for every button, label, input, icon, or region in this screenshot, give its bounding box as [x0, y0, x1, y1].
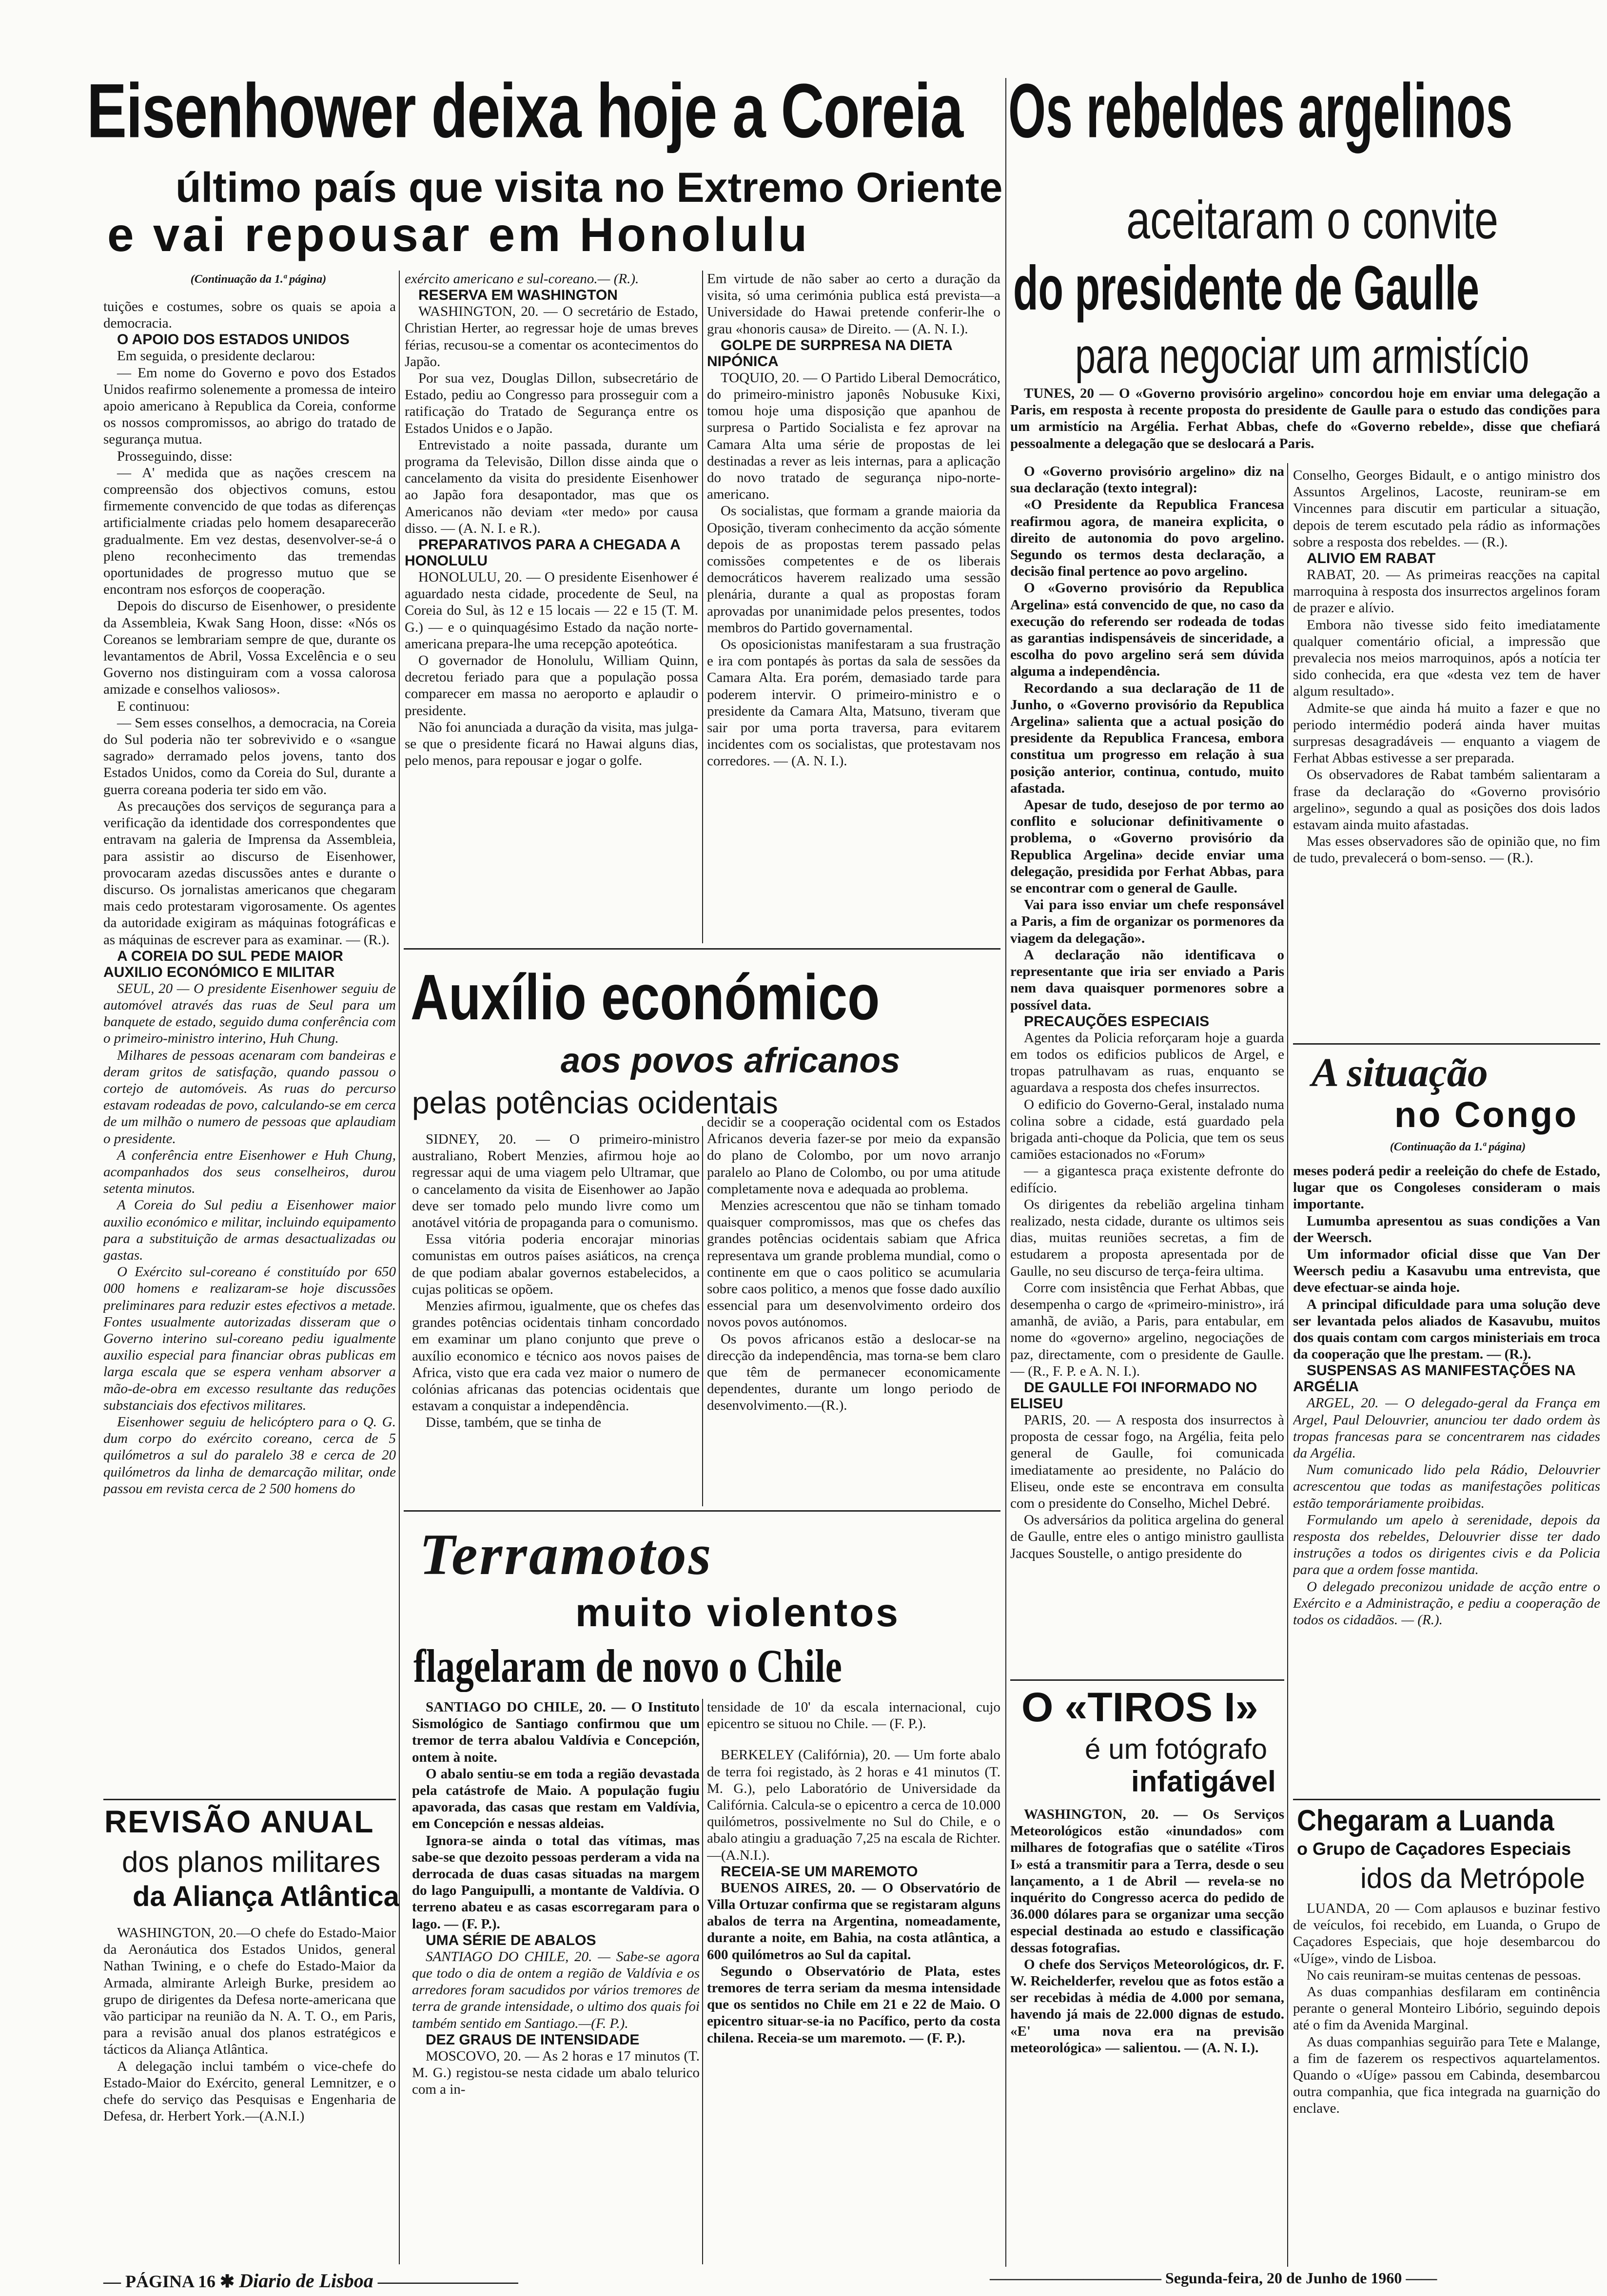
paragraph: O abalo sentiu-se em toda a região devastada pela catástrofe de Maio. A população fugiu apavorada, das casas que restam em Valdívia, em Concepción e nessas aldeias. — [412, 1766, 700, 1832]
headline-argelinos-line3: do presidente de Gaulle — [1013, 253, 1479, 323]
subheading: SUSPENSAS AS MANIFESTAÇÕES NA ARGÉLIA — [1293, 1362, 1575, 1395]
paragraph: Admite-se que ainda há muito a fazer e que no periodo intermédio poderá ainda haver muitas surpresas desagradáveis — enquanto a viagem de Ferhat Abbas estivesse a ser preparada. — [1293, 700, 1600, 766]
footer-date: ——————————— Segunda-feira, 20 de Junho de 1960 —— — [990, 2269, 1437, 2287]
paragraph: WASHINGTON, 20. — O secretário de Estado, Christian Herter, ao regressar hoje de umas breves férias, recusou-se a comentar os acontecimentos do Japão. — [405, 304, 698, 370]
terramotos-left — [412, 1699, 700, 2264]
paragraph: PARIS, 20. — A resposta dos insurrectos à proposta de cessar fogo, na Argélia, feita pelo general de Gaulle, foi comunicada imediatamente ao presidente, no Palácio do Eliseu, onde este se encontrava em consulta com o presidente do Conselho, Michel Debré. — [1010, 1412, 1284, 1511]
headline-eisenhower-line3: e vai repousar em Honolulu — [107, 208, 810, 261]
paper-name: Diario de Lisboa — [239, 2270, 373, 2292]
subheading: RESERVA EM WASHINGTON — [418, 287, 618, 304]
paragraph: RABAT, 20. — As primeiras reacções na capital marroquina à resposta dos insurrectos argelinos foram de prazer e alívio. — [1293, 567, 1600, 616]
paragraph: A declaração não identificava o representante que iria ser enviado a Paris nem dava quaisquer pormenores sobre a possível data. — [1010, 947, 1284, 1013]
paragraph: SANTIAGO DO CHILE, 20. — Sabe-se agora que todo o dia de ontem a região de Valdívia e os arredores foram sacudidos por vários tremores de terra de grande intensidade, o ultimo dos quais foi também sentido em Santiago.—(F. P.). — [412, 1948, 700, 2031]
auxilio-right — [707, 1114, 1000, 1504]
paragraph: Eisenhower seguiu de helicóptero para o Q. G. dum corpo do exército coreano, cerca de 5 quilómetros a sul do paralelo 38 e cerca de 20 quilómetros da linha de demarcação militar, onde passou em revista cerca de 2 500 homens do — [103, 1414, 396, 1497]
paragraph: tensidade de 10' da escala internacional, cujo epicentro se situou no Chile. — (F. P.). — [707, 1699, 1000, 1732]
paragraph: Essa vitória poderia encorajar minorias comunistas em outros países asiáticos, na crença de que podiam abalar governos estabelecidos, a cujas politicas se opõem. — [412, 1231, 700, 1297]
column-rule — [399, 271, 400, 2264]
footer-page: — PÁGINA 16 ✱ Diario de Lisboa ———————— — [103, 2270, 518, 2292]
revisao-body — [103, 1925, 396, 2266]
continuation-note: (Continuação da 1.ª página) — [190, 273, 327, 286]
paragraph: Disse, também, que se tinha de — [426, 1415, 601, 1431]
paragraph: Por sua vez, Douglas Dillon, subsecretário de Estado, pediu ao Congresso para prosseguir com a ratificação do Tratado de Segurança entre os Estados Unidos e o Japão. — [405, 370, 698, 436]
subheading: PREPARATIVOS PARA A CHEGADA A HONOLULU — [405, 537, 680, 569]
column-5 — [1293, 467, 1600, 1042]
column-2 — [405, 271, 698, 929]
revisao-line2: dos planos militares — [122, 1846, 381, 1878]
paragraph: A conferência entre Eisenhower e Huh Chung, acompanhados dos seus conselheiros, durou setenta minutos. — [103, 1147, 396, 1197]
divider — [1010, 1679, 1284, 1681]
paragraph: Depois do discurso de Eisenhower, o presidente da Assembleia, Kwak Sang Hoon, disse: «Nós os Coreanos se lembrariam sempre de que, durante os levantamentos de Abril, Vossa Excelência e o seu Governo nos distinguiram com a vossa calorosa amizade e conselhos valiosos». — [103, 598, 396, 698]
terramotos-line3: flagelaram de novo o Chile — [413, 1640, 842, 1692]
paragraph: «O Presidente da Republica Francesa reafirmou agora, de maneira explicita, o direito de autonomia do povo argelino. Segundo os termos desta declaração, a decisão final pertence ao povo argelino. — [1010, 497, 1284, 580]
divider — [404, 948, 1000, 950]
paragraph: Vai para isso enviar um chefe responsável a Paris, a fim de organizar os pormenores da viagem da delegação». — [1010, 897, 1284, 946]
auxilio-left — [412, 1131, 700, 1506]
paragraph: BUENOS AIRES, 20. — O Observatório de Villa Ortuzar confirma que se registaram alguns abalos de terra na Argentina, nomeadamente, durante a noite, em Bahia, na costa atlântica, a 600 quilómetros ao Sul da capital. — [707, 1880, 1000, 1963]
auxilio-title: Auxílio económico — [411, 961, 880, 1033]
paragraph: decidir se a cooperação ocidental com os Estados Africanos deveria fazer-se por meio da expansão do plano de Colombo, por um novo arranjo paralelo ao Plano de Colombo, ou por uma atitude completamente nova e adequada ao problema. — [707, 1114, 1000, 1197]
tiros-line3: infatigável — [1131, 1765, 1276, 1798]
paragraph: meses poderá pedir a reeleição do chefe de Estado, lugar que os Congoleses consideram o mais importante. — [1293, 1163, 1600, 1212]
divider — [1293, 1799, 1600, 1800]
paragraph: A principal dificuldade para uma solução deve ser levantada pelos aliados de Kasavubu, muitos dos quais contam com cargos ministeriais em troca da cooperação que lhe prestam. — (R.). — [1293, 1296, 1600, 1362]
paragraph: Agentes da Policia reforçaram hoje a guarda em todos os edificios publicos de Argel, e tropas patrulhavam as ruas, enquanto se aguardava a resposta dos chefes insurrectos. — [1010, 1030, 1284, 1096]
paragraph: Prosseguindo, disse: — [117, 448, 233, 464]
paragraph: A Coreia do Sul pediu a Eisenhower maior auxilio económico e militar, incluindo equipamento para a substituição de armas desactualizadas ou gastas. — [103, 1197, 396, 1263]
paragraph: Entrevistado a noite passada, durante um programa da Televisão, Dillon disse ainda que o cancelamento da visita do presidente Eisenhower ao Japão fora desapontador, mas que os Americanos não deviam «ter medo» por causa disso. — (A. N. I. e R.). — [405, 437, 698, 536]
revisao-line3: da Aliança Atlântica — [133, 1881, 399, 1912]
paragraph: TOQUIO, 20. — O Partido Liberal Democrático, do primeiro-ministro japonês Nobusuke Kixi, tomou hoje uma disposição que apanhou de surpresa o Partido Socialista e fez aprovar na Camara Alta uma série de propostas de lei destinadas a rever as leis internas, para a aplicação do novo tratado de segurança nipo-norte-americano. — [707, 370, 1000, 503]
paragraph: SEUL, 20 — O presidente Eisenhower seguiu de automóvel através das ruas de Seul para um banquete de estado, seguido duma conferência com o primeiro-ministro interino, Huh Chung. — [103, 980, 396, 1047]
column-rule — [1287, 463, 1288, 2267]
paragraph: SIDNEY, 20. — O primeiro-ministro australiano, Robert Menzies, afirmou hoje ao regressar aqui de uma viagem pelo Ultramar, que o cancelamento da visita de Eisenhower ao Japão deve ser tomado pelo mundo livre como um anotável vitória de propaganda para o comunismo. — [412, 1131, 700, 1231]
auxilio-line2: aos povos africanos — [561, 1041, 901, 1080]
auxilio-line3: pelas potências ocidentais — [412, 1085, 778, 1120]
headline-argelinos-line4: para negociar um armistício — [1075, 328, 1529, 384]
tiros-title: O «TIROS I» — [1021, 1684, 1258, 1730]
paragraph: A delegação inclui também o vice-chefe do Estado-Maior do Exército, general Lemnitzer, e o chefe do serviço das Pesquisas e Engenharia de Defesa, dr. Herbert York.—(A.N.I.) — [103, 2058, 396, 2124]
subheading: DE GAULLE FOI INFORMADO NO ELISEU — [1010, 1379, 1257, 1412]
paragraph: — A' medida que as nações crescem na compreensão dos objectivos comuns, estou firmemente convencido de que todas as diferenças artificialmente criadas pelo homem desaparecerão gradualmente. Em vez destas, desenvolver-se-á o pleno reconhecimento das tremendas oportunidades de progresso mutuo que se encontram nos esforços de cooperação. — [103, 465, 396, 598]
paragraph: Menzies afirmou, igualmente, que os chefes das grandes potências ocidentais tinham concordado em examinar um plano conjunto que preve o auxílio economico e técnico aos novos paises de Africa, visto que era cada vez maior o numero de colónias africanas das potencias ocidentais que estavam a conquistar a independência. — [412, 1298, 700, 1414]
paragraph: Os oposicionistas manifestaram a sua frustração e ira com pontapés às portas da sala de sessões da Camara Alta. Era porém, demasiado tarde para poderem intervir. O primeiro-ministro e o presidente da Camara Alta, Matsuno, tiveram que sair por uma porta traversa, para evitarem incidentes com os socialistas, que protestavam nos corredores. — (A. N. I.). — [707, 637, 1000, 769]
paragraph: Lumumba apresentou as suas condições a Van der Weersch. — [1293, 1213, 1600, 1245]
column-rule — [702, 1126, 703, 1506]
paragraph: Os povos africanos estão a deslocar-se na direcção da independência, mas torna-se bem claro que têm de permanecer economicamente dependentes, durante um longo periodo de desenvolvimento.—(R.). — [707, 1331, 1000, 1414]
column-rule — [702, 271, 703, 943]
divider — [103, 1799, 396, 1800]
luanda-title: Chegaram a Luanda — [1297, 1804, 1554, 1837]
paragraph: As duas companhias desfilaram em continência perante o general Monteiro Libório, seguindo depois até o fim da Avenida Marginal. — [1293, 1984, 1600, 2033]
issue-date: Segunda-feira, 20 de Junho de 1960 — [1165, 2269, 1402, 2287]
tiros-body — [1010, 1806, 1284, 2264]
headline-argelinos: Os rebeldes argelinos — [1008, 67, 1513, 154]
congo-title: A situação — [1312, 1050, 1488, 1095]
paragraph: Um informador oficial disse que Van Der Weersch pediu a Kasavubu uma entrevista, que deve efectuar-se ainda hoje. — [1293, 1246, 1600, 1296]
paragraph: Segundo o Observatório de Plata, estes tremores de terra seriam da mesma intensidade que os sentidos no Chile em 21 e 22 de Maio. O epicentro situar-se-ia no Pacífico, perto da costa chilena. Receia-se um maremoto. — (F. P.). — [707, 1963, 1000, 2046]
divider — [404, 1510, 1000, 1512]
paragraph: Mas esses observadores são de opinião que, no fim de tudo, prevalecerá o bom-senso. — (R.). — [1293, 834, 1600, 866]
headline-argelinos-line2: aceitaram o convite — [1126, 190, 1499, 250]
paragraph: Não foi anunciada a duração da visita, mas julga-se que o presidente ficará no Hawai alguns dias, pelo menos, para repousar e jogar o golfe. — [405, 719, 698, 769]
paragraph: HONOLULU, 20. — O presidente Eisenhower é aguardado nesta cidade, procedente de Seul, na Coreia do Sul, às 12 e 15 locais — 22 e 15 (T. M. G.) — e o quinquagésimo Estado da nação norte-americana prepara-lhe uma recepção apoteótica. — [405, 569, 698, 652]
paragraph: — a gigantesca praça existente defronte do edifício. — [1010, 1163, 1284, 1196]
column-3 — [707, 271, 1000, 943]
divider — [1293, 1043, 1600, 1045]
paragraph: Em seguida, o presidente declarou: — [117, 348, 315, 364]
paragraph: O delegado preconizou unidade de acção entre o Exército e a Administração, e pediu a cooperação de todos os cidadãos. — (R.). — [1293, 1578, 1600, 1628]
paragraph: Corre com insistência que Ferhat Abbas, que desempenha o cargo de «primeiro-ministro», irá amanhã, de avião, a Paris, para entabular, em nome do «governo» argelino, negociações de paz, directamente, com o presidente de Gaulle. — (R., F. P. e A. N. I.). — [1010, 1280, 1284, 1379]
paragraph: Apesar de tudo, desejoso de por termo ao conflito e solucionar definitivamente o problema, o «Governo provisório da Republica Argelina» decide enviar uma delegação, presidida por Ferhat Abbas, para se encontrar com o general de Gaulle. — [1010, 797, 1284, 896]
paragraph: Os dirigentes da rebelião argelina tinham realizado, nesta cidade, durante os ultimos seis dias, muitas reuniões secretas, a fim de estudarem a proposta apresentada por de Gaulle, no seu discurso de terça-feira ultima. — [1010, 1196, 1284, 1279]
paragraph: ARGEL, 20. — O delegado-geral da França em Argel, Paul Delouvrier, anunciou ter dado ordem às tropas francesas para se concentrarem nas cidades da Argélia. — [1293, 1395, 1600, 1461]
revisao-title: REVISÃO ANUAL — [104, 1804, 374, 1839]
paragraph: O Exército sul-coreano é constituído por 650 000 homens e realizaram-se hoje discussões preliminares para reduzir estes efectivos a metade. Fontes usualmente autorizadas disseram que o Governo interino sul-coreano pediu igualmente auxilio especial para financiar obras publicas em larga escala que se espera venham absorver a mão-de-obra em excesso resultante das reduções substanciais dos efectivos militares. — [103, 1264, 396, 1413]
paragraph: O «Governo provisório da Republica Argelina» está convencido de que, no caso da execução do referendo ser rodeada de todas as garantias indispensáveis de sinceridade, a escolha do povo argelino será sem dúvida alguma a independência. — [1010, 580, 1284, 680]
terramotos-line2: muito violentos — [575, 1591, 900, 1635]
paragraph: E continuou: — [117, 698, 190, 714]
paragraph: WASHINGTON, 20. — Os Serviços Meteorológicos estão «inundados» com milhares de fotografias que o satélite «Tiros I» está a transmitir para a Terra, desde o seu lançamento, a 1 de Abril — revela-se no inquérito do Congresso acerca do pedido de 36.000 dólares para se organizar uma secção especial destinada ao estudo e classificação dessas fotografias. — [1010, 1807, 1284, 1956]
paragraph: SANTIAGO DO CHILE, 20. — O Instituto Sismológico de Santiago confirmou que um tremor de terra abalou Valdívia e Concepción, ontem à noite. — [412, 1699, 700, 1765]
luanda-line3: idos da Metrópole — [1360, 1863, 1586, 1894]
paragraph: As precauções dos serviços de segurança para a verificação da identidade dos correspondentes que entravam na galeria de Imprensa da Assembleia, para assistir ao discurso de Eisenhower, provocaram azedas discussões antes e durante o discurso. Os jornalistas americanos que chegaram mais cedo protestaram vigorosamente. Os agentes da autoridade exigiram as máquinas fotográficas e as máquinas de escrever para as examinar. — (R.). — [103, 798, 396, 948]
page-number: PÁGINA 16 — [125, 2272, 216, 2291]
paragraph: Recordando a sua declaração de 11 de Junho, o «Governo provisório da Republica Argelina» salienta que a actual posição do presidente da Republica Francesa, embora constitua um progresso em relação à sua posição anterior, continua, contudo, muito afastada. — [1010, 680, 1284, 796]
terramotos-title: Terramotos — [419, 1522, 713, 1587]
luanda-line2: o Grupo de Caçadores Especiais — [1297, 1839, 1571, 1859]
paragraph: exército americano e sul-coreano.— (R.). — [405, 271, 639, 287]
paragraph: Conselho, Georges Bidault, e o antigo ministro dos Assuntos Argelinos, Lacoste, reuniram-se em Vincennes para discutir em particular a situação, depois de terem escutado pela rádio as informações sobre a resposta dos rebeldes. — (R.). — [1293, 467, 1600, 550]
headline-eisenhower-line2: último país que visita no Extremo Oriente — [176, 164, 1003, 211]
paragraph: O chefe dos Serviços Meteorológicos, dr. F. W. Reichelderfer, revelou que as fotos estão a ser recebidas à média de 4.000 por semana, havendo já mais de 22.000 dignas de estudo. «E' uma nova era na previsão meteorológica» — salientou. — (A. N. I.). — [1010, 1956, 1284, 2056]
paragraph: Num comunicado lido pela Rádio, Delouvrier acrescentou que todas as manifestações politicas estão temporáriamente proibidas. — [1293, 1462, 1600, 1511]
paragraph: Milhares de pessoas acenaram com bandeiras e deram gritos de satisfação, quando passou o cortejo de automóveis. As ruas do percurso estavam rodeadas de povo, calculando-se em cerca de um milhão o numero de pessoas que aplaudiam o presidente. — [103, 1047, 396, 1147]
headline-eisenhower: Eisenhower deixa hoje a Coreia — [87, 67, 963, 154]
subheading: UMA SÉRIE DE ABALOS — [426, 1932, 596, 1948]
paragraph: Os adversários da politica argelina do general de Gaulle, entre eles o antigo ministro gaullista Jacques Soustelle, o antigo presidente do — [1010, 1512, 1284, 1561]
column-rule — [702, 1699, 703, 2264]
subheading: DEZ GRAUS DE INTENSIDADE — [426, 2031, 640, 2048]
tiros-line2: é um fotógrafo — [1085, 1733, 1267, 1765]
subheading: PRECAUÇÕES ESPECIAIS — [1024, 1013, 1210, 1030]
paragraph: No cais reuniram-se muitas centenas de pessoas. — [1307, 1967, 1581, 1983]
paragraph: tuições e costumes, sobre os quais se apoia a democracia. — [103, 299, 396, 331]
paragraph: WASHINGTON, 20.—O chefe do Estado-Maior da Aeronáutica dos Estados Unidos, general Nathan Twining, e o chefe do Estado-Maior da Armada, almirante Arleigh Burke, presidem ao grupo de dirigentes da Defesa norte-americana que vão participar na reunião da N. A. T. O., em Paris, para a revisão anual dos planos estratégicos e tácticos da Aliança Atlântica. — [103, 1925, 396, 2058]
paragraph: Menzies acrescentou que não se tinham tomado quaisquer compromissos, mas que os chefes das grandes potências ocidentais sabiam que Africa representava um grande problema mundial, como o continente em que o caos politico se acumularia sobre caos politico, a menos que fosse dado auxílio essencial para um desenvolvimento ordeiro dos novos povos autónomos. — [707, 1198, 1000, 1330]
paragraph: O governador de Honolulu, William Quinn, decretou feriado para que a população possa comparecer em massa no aeroporto e aplaudir o presidente. — [405, 653, 698, 719]
paragraph: Embora não tivesse sido feito imediatamente qualquer comentário oficial, a impressão que prevalecia nos meios marroquinos, após a notícia ter sido conhecida, era que «desta vez tem de haver algum resultado». — [1293, 617, 1600, 700]
subheading: A COREIA DO SUL PEDE MAIOR AUXILIO ECONÓMICO E MILITAR — [103, 948, 343, 980]
paragraph: LUANDA, 20 — Com aplausos e buzinar festivo de veículos, foi recebido, em Luanda, o Grupo de Caçadores Especiais, que hoje desembarcou do «Uíge», vindo de Lisboa. — [1293, 1901, 1600, 1966]
paragraph: Ignora-se ainda o total das vítimas, mas sabe-se que dezoito pessoas perderam a vida na derrocada de duas casas situadas na margem do lago Panguipulli, a montante de Valdívia. O terreno abateu e as casas escorregaram para o lago. — (F. P.). — [412, 1832, 700, 1932]
subheading: RECEIA-SE UM MAREMOTO — [721, 1863, 918, 1880]
paragraph: Os socialistas, que formam a grande maioria da Oposição, tiveram conhecimento da acção sómente depois de as propostas terem passado pelas comissões competentes e de os liberais democráticos haverem realizado uma sessão plenária, durante a qual as propostas foram aprovadas por unanimidade pelos presentes, todos membros do Partido governamental. — [707, 503, 1000, 636]
paragraph: O edificio do Governo-Geral, instalado numa colina sobre a cidade, está guardado pela brigada anti-choque da Policia, que tem os seus camiões estacionados no «Forum» — [1010, 1096, 1284, 1163]
congo-body — [1293, 1163, 1600, 1791]
paragraph: TUNES, 20 — O «Governo provisório argelino» concordou hoje em enviar uma delegação a Paris, em resposta à recente proposta do presidente de Gaulle para o estudo das condições para um armistício na Argélia. Ferhat Abbas, chefe do «Governo rebelde», disse que chefiará pessoalmente a delegação que se deslocará a Paris. — [1010, 386, 1600, 451]
congo-line2: no Congo — [1394, 1094, 1579, 1135]
column-1 — [103, 298, 396, 1795]
congo-continuation: (Continuação da 1.ª página) — [1390, 1141, 1526, 1153]
subheading: ALIVIO EM RABAT — [1307, 550, 1436, 567]
paragraph: As duas companhias seguirão para Tete e Malange, a fim de fazerem os respectivos aquartelamentos. Quando o «Uíge» passou em Cabinda, desembarcou outra companhia, que fica integrada na guarnição do enclave. — [1293, 2034, 1600, 2117]
paragraph: BERKELEY (Califórnia), 20. — Um forte abalo de terra foi registado, às 2 horas e 41 minutos (T. M. G.), pelo Laboratório de Universidade da Califórnia. Calcula-se o epicentro a cerca de 10.000 quilómetros, possivelmente no Sul do Chile, e o abalo atingiu a graduação 7,25 na escala de Richter.—(A.N.I.). — [707, 1747, 1000, 1863]
subheading: O APOIO DOS ESTADOS UNIDOS — [117, 331, 350, 348]
luanda-body — [1293, 1900, 1600, 2266]
paragraph: Em virtude de não saber ao certo a duração da visita, só uma cerimónia publica está prevista—a Universidade do Hawai pretende conferir-lhe o grau «honoris causa» de Direito. — (A. N. I.). — [707, 271, 1000, 337]
subheading: GOLPE DE SURPRESA NA DIETA NIPÓNICA — [707, 337, 952, 370]
paragraph: MOSCOVO, 20. — As 2 horas e 17 minutos (T. M. G.) registou-se nesta cidade um abalo telurico com a in- — [412, 2048, 700, 2098]
paragraph: — Sem esses conselhos, a democracia, na Coreia do Sul poderia não ter sobrevivido e o «sangue sagrado» derramado pelos jovens, tanto dos Estados Unidos, como da Coreia do Sul, durante a guerra coreana poderia ter sido em vão. — [103, 715, 396, 798]
paragraph: Os observadores de Rabat também salientaram a frase da declaração do «Governo provisório argelino», segundo a qual as posições dos dois lados estavam ainda muito afastadas. — [1293, 767, 1600, 833]
paragraph: Formulando um apelo à serenidade, depois da resposta dos rebeldes, Delouvrier disse ter dado instruções a todos os dirigentes civis e da Policia para que a ordem fosse mantida. — [1293, 1512, 1600, 1578]
argelia-lead — [1010, 385, 1600, 463]
paragraph: O «Governo provisório argelino» diz na sua declaração (texto integral): — [1010, 464, 1284, 496]
paragraph: — Em nome do Governo e povo dos Estados Unidos reafirmo solenemente a promessa de inteiro apoio americano à Republica da Coreia, conforme os nossos compromissos, ao abrigo do tratado de segurança mutua. — [103, 365, 396, 448]
column-rule — [1005, 78, 1006, 2267]
terramotos-right — [707, 1699, 1000, 2264]
